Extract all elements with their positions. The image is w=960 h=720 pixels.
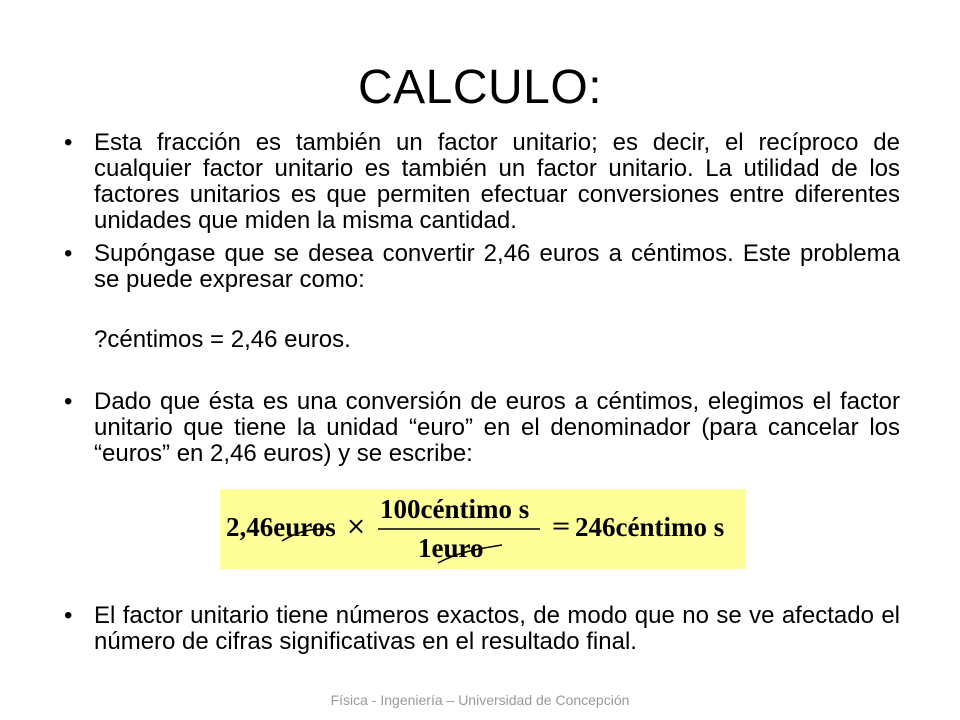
- bullet-item: [64, 389, 900, 467]
- bullet-icon: •: [64, 129, 73, 156]
- bullet-item: [64, 241, 900, 293]
- bullet-text: El factor unitario tiene números exactos, de modo que no se ve afectado el número de cifras significativas en el resultado final.: [94, 602, 900, 655]
- equation-box: [220, 489, 746, 569]
- bullet-text: Dado que ésta es una conversión de euros a céntimos, elegimos el factor unitario que tiene la unidad “euro” en el denominador (para cancelar los “euros” en 2,46 euros) y se escribe:: [94, 388, 900, 467]
- bullet-item: [64, 603, 900, 655]
- bullet-icon: •: [64, 388, 73, 415]
- slide-title: CALCULO:: [357, 61, 603, 114]
- equation-denominator: 1euro: [418, 533, 484, 563]
- footer-text: Física - Ingeniería – Universidad de Concepción: [330, 692, 630, 708]
- equation-formula: [220, 489, 746, 569]
- bullet-icon: •: [64, 240, 73, 267]
- bullet-icon: •: [64, 602, 73, 629]
- equation-numerator: 100céntimo s: [380, 494, 530, 524]
- equation-left-term: 2,46euros: [226, 512, 336, 542]
- bullet-text: Esta fracción es también un factor unitario; es decir, el recíproco de cualquier factor unitario es también un factor unitario. La utilidad de los factores unitarios es que permiten efectuar conversiones entre diferentes unidades que miden la misma cantidad.: [94, 129, 900, 234]
- conversion-expression: ?céntimos = 2,46 euros.: [94, 326, 351, 353]
- times-symbol: ×: [346, 512, 367, 540]
- bullet-item: [64, 130, 900, 234]
- bullet-text: Supóngase que se desea convertir 2,46 euros a céntimos. Este problema se puede expresar como:: [94, 240, 900, 293]
- equals-symbol: =: [551, 512, 572, 540]
- equation-result: 246céntimo s: [575, 512, 725, 542]
